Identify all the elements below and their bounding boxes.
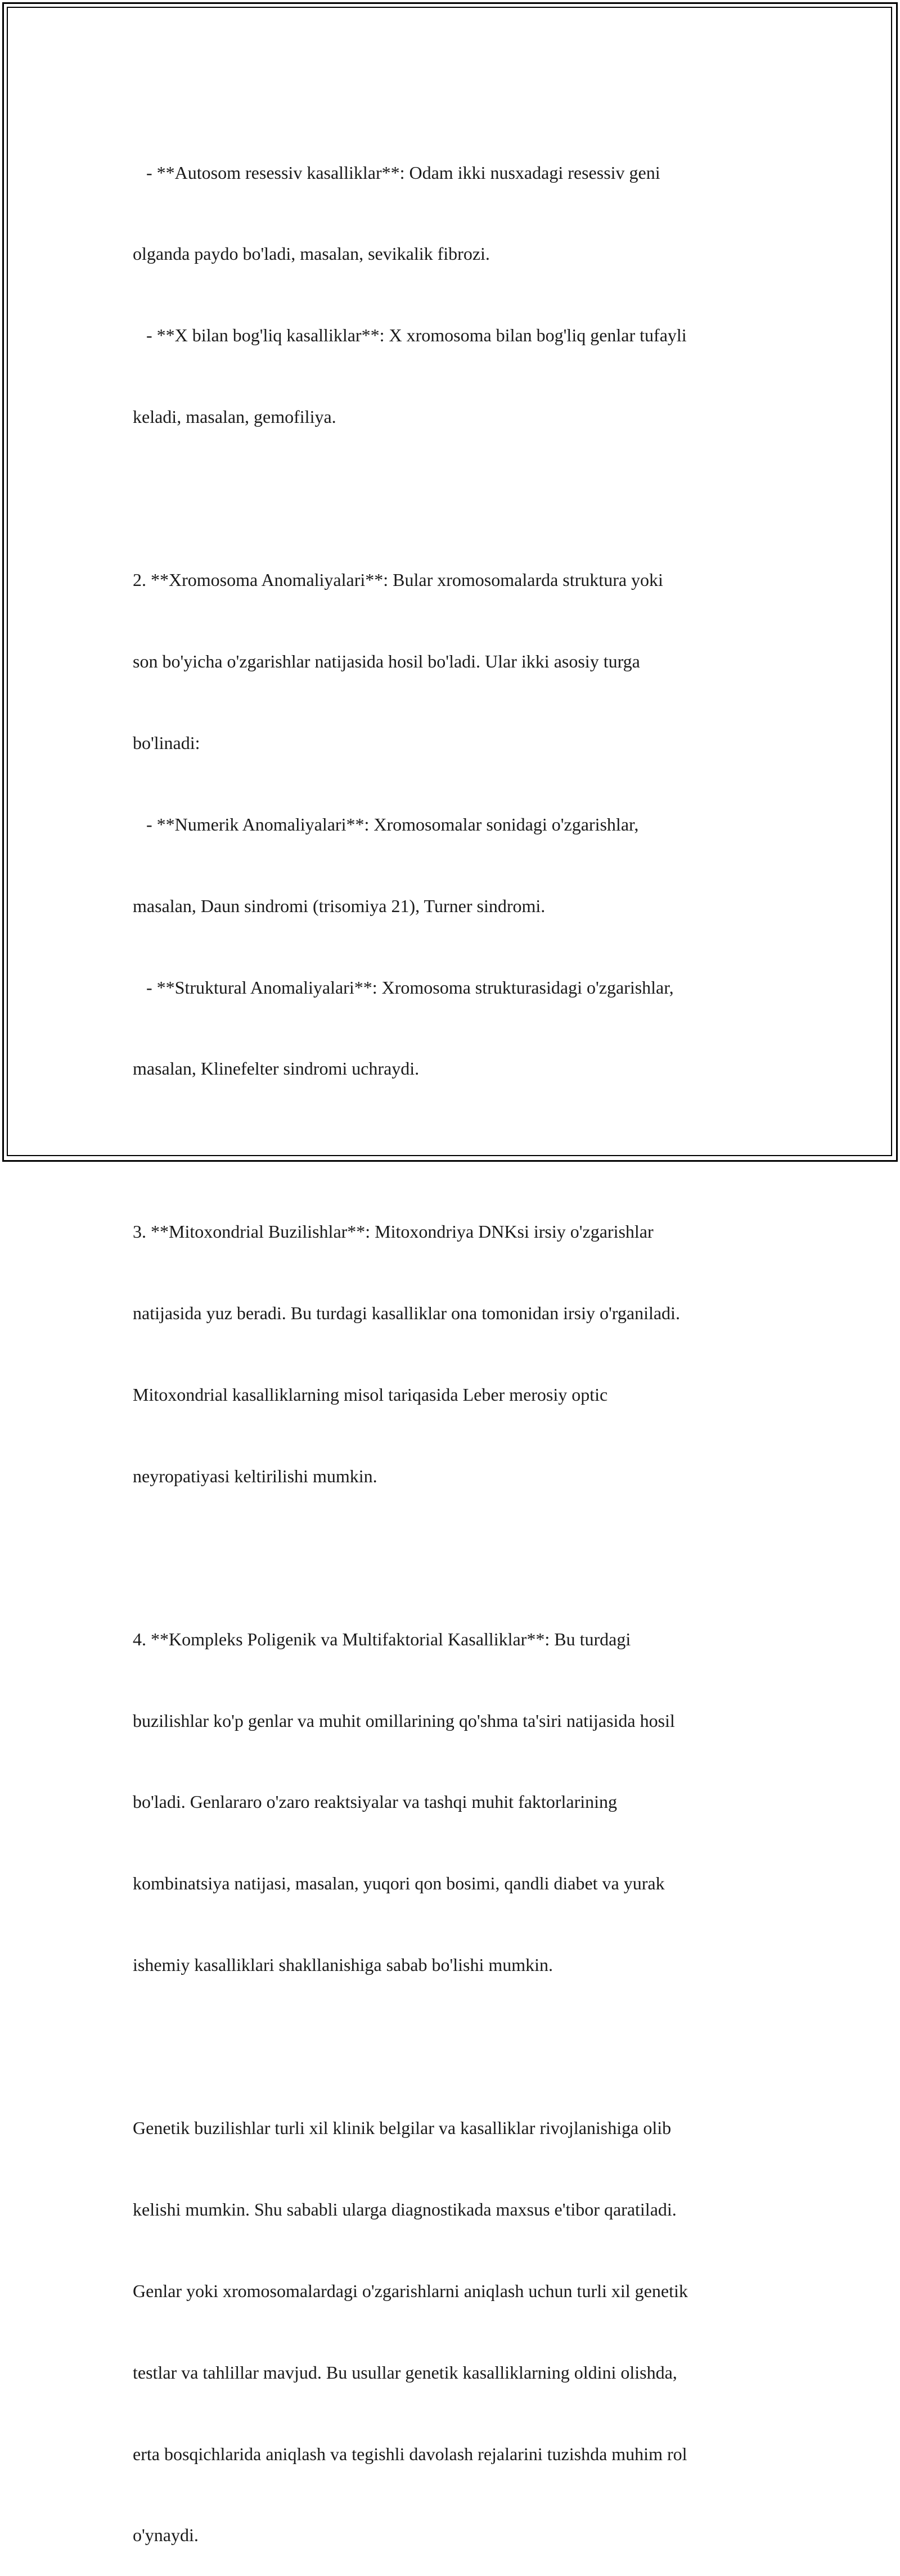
text-line: masalan, Daun sindromi (trisomiya 21), Turner sindromi. (133, 895, 546, 916)
text-line: Genetik buzilishlar turli xil klinik belgilar va kasalliklar rivojlanishiga olib (133, 2117, 672, 2138)
text-line: ishemiy kasalliklari shakllanishiga sabab bo'lishi mumkin. (133, 1955, 553, 1975)
text-line: masalan, Klinefelter sindromi uchraydi. (133, 1058, 420, 1079)
text-line: keladi, masalan, gemofiliya. (133, 407, 336, 427)
text-line: - **Autosom resessiv kasalliklar**: Odam ikki nusxadagi resessiv geni (133, 162, 660, 183)
text-line: olganda paydo bo'ladi, masalan, sevikalik fibrozi. (133, 243, 490, 264)
text-line: Mitoxondrial kasalliklarning misol tariqasida Leber merosiy optic (133, 1384, 608, 1405)
text-line: buzilishlar ko'p genlar va muhit omillarining qo'shma ta'siri natijasida hosil (133, 1710, 675, 1731)
text-line: o'ynaydi. (133, 2525, 199, 2546)
text-line: 4. **Kompleks Poligenik va Multifaktorial Kasalliklar**: Bu turdagi (133, 1628, 631, 1649)
text-line: - **Numerik Anomaliyalari**: Xromosomalar sonidagi o'zgarishlar, (133, 814, 639, 834)
text-line: 3. **Mitoxondrial Buzilishlar**: Mitoxondriya DNKsi irsiy o'zgarishlar (133, 1221, 654, 1242)
text-line: - **Struktural Anomaliyalari**: Xromosoma strukturasidagi o'zgarishlar, (133, 977, 674, 998)
text-line: Genlar yoki xromosomalardagi o'zgarishlarni aniqlash uchun turli xil genetik (133, 2280, 688, 2301)
blank-line (133, 1544, 791, 1571)
text-line: testlar va tahlillar mavjud. Bu usullar genetik kasalliklarning oldini olishda, (133, 2362, 677, 2383)
blank-line (133, 2033, 791, 2060)
text-line: erta bosqichlarida aniqlash va tegishli davolash rejalarini tuzishda muhim rol (133, 2443, 687, 2464)
text-line: son bo'yicha o'zgarishlar natijasida hosil bo'ladi. Ular ikki asosiy turga (133, 651, 640, 671)
text-line: kelishi mumkin. Shu sababli ularga diagnostikada maxsus e'tibor qaratiladi. (133, 2199, 677, 2219)
text-line: - **X bilan bog'liq kasalliklar**: X xromosoma bilan bog'liq genlar tufayli (133, 325, 687, 346)
document-body (133, 105, 791, 2576)
text-line: neyropatiyasi keltirilishi mumkin. (133, 1465, 377, 1486)
text-line: 2. **Xromosoma Anomaliyalari**: Bular xromosomalarda struktura yoki (133, 570, 663, 590)
text-line: kombinatsiya natijasi, masalan, yuqori qon bosimi, qandli diabet va yurak (133, 1873, 665, 1894)
blank-line (133, 485, 791, 512)
text-line: natijasida yuz beradi. Bu turdagi kasalliklar ona tomonidan irsiy o'rganiladi. (133, 1303, 680, 1324)
text-line: bo'ladi. Genlararo o'zaro reaktsiyalar va tashqi muhit faktorlarining (133, 1792, 617, 1812)
blank-line (133, 1136, 791, 1163)
text-line: bo'linadi: (133, 732, 200, 753)
